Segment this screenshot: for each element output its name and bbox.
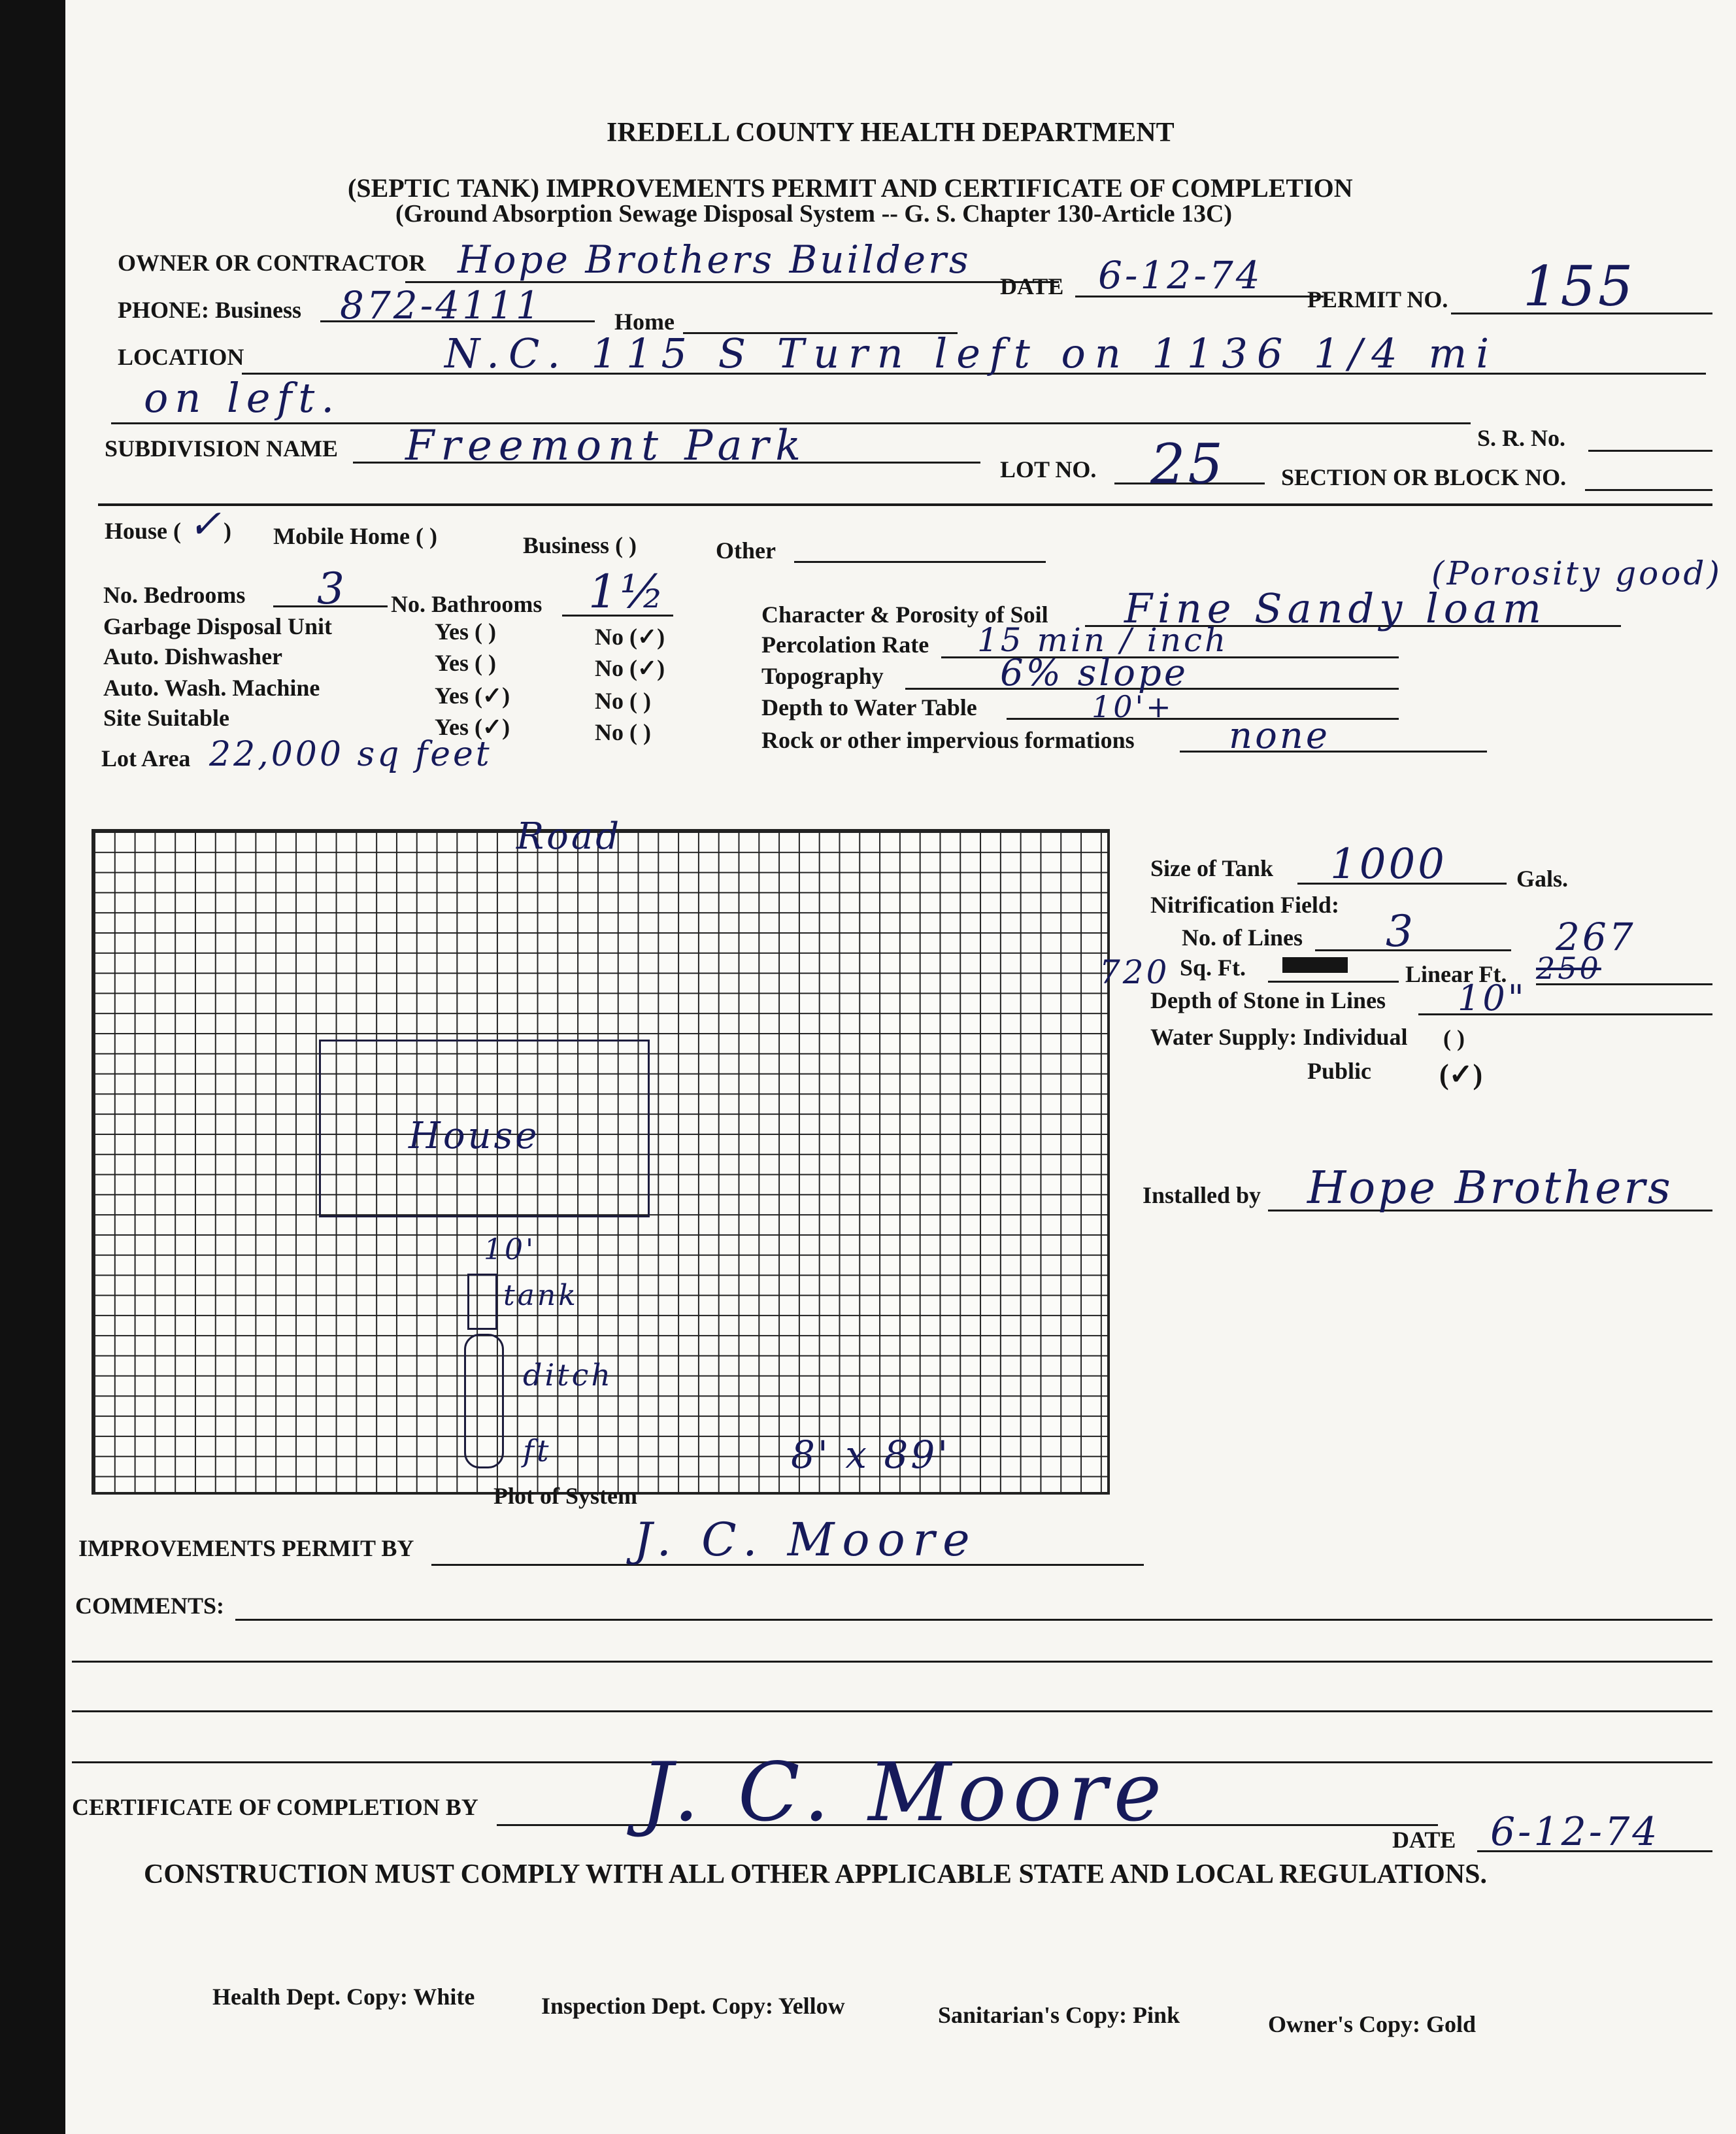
permit-value: 155: [1523, 254, 1636, 318]
permit-document: [65, 0, 1736, 2134]
home-label: Home: [614, 309, 675, 335]
perc-label: Percolation Rate: [761, 632, 929, 658]
other-label: Other: [716, 537, 776, 564]
permit-label: PERMIT NO.: [1307, 286, 1448, 313]
section-label: SECTION OR BLOCK NO.: [1281, 464, 1567, 490]
sqft-value: 720: [1099, 953, 1170, 991]
rock-label: Rock or other impervious formations: [761, 727, 1135, 753]
lot-area-label: Lot Area: [101, 745, 191, 771]
sqft-label: Sq. Ft.: [1180, 955, 1246, 981]
plot-road-label: Road: [516, 815, 622, 858]
permit-by-signature: J. C. Moore: [634, 1513, 978, 1567]
certificate-date-value: 6-12-74: [1490, 1809, 1660, 1855]
comments-line-2: [72, 1661, 1712, 1663]
gals-label: Gals.: [1516, 866, 1569, 892]
plot-tank-outline: [467, 1274, 497, 1330]
rock-value: none: [1229, 715, 1330, 757]
installed-by-value: Hope Brothers: [1307, 1162, 1673, 1214]
linear-ft-struck: 250: [1536, 951, 1601, 986]
plot-ft-label: ft: [523, 1433, 552, 1468]
house-close: ): [224, 518, 231, 544]
subdivision-label: SUBDIVISION NAME: [105, 435, 339, 462]
house-checkmark: ✓: [188, 501, 224, 547]
date-label: DATE: [1000, 273, 1064, 299]
site-suitable-label: Site Suitable: [103, 705, 230, 731]
sqft-line: [1268, 981, 1399, 983]
garbage-disposal-label: Garbage Disposal Unit: [103, 613, 333, 639]
form-title: (SEPTIC TANK) IMPROVEMENTS PERMIT AND CERTIFICATE OF COMPLETION: [348, 173, 1353, 203]
certificate-date-label: DATE: [1392, 1827, 1456, 1853]
copy-health-dept: Health Dept. Copy: White: [212, 1984, 475, 2010]
stone-depth-value: 10": [1458, 977, 1527, 1019]
water-supply-label: Water Supply: Individual: [1150, 1024, 1408, 1050]
comments-line-3: [72, 1710, 1712, 1712]
business-option: Business ( ): [523, 532, 637, 558]
sr-line: [1588, 450, 1712, 452]
rock-line: [1180, 751, 1487, 753]
other-line: [794, 561, 1046, 563]
plot-distance-label: 10': [484, 1233, 537, 1266]
certificate-label: CERTIFICATE OF COMPLETION BY: [72, 1794, 478, 1820]
perc-value: 15 min / inch: [977, 621, 1229, 659]
copy-owner: Owner's Copy: Gold: [1268, 2011, 1477, 2037]
owner-label: OWNER OR CONTRACTOR: [118, 250, 426, 276]
nitrification-label: Nitrification Field:: [1150, 892, 1339, 918]
porosity-note: (Porosity good): [1431, 554, 1722, 592]
copy-inspection-dept: Inspection Dept. Copy: Yellow: [541, 1993, 845, 2019]
topo-label: Topography: [761, 663, 884, 689]
bedrooms-value: 3: [317, 564, 347, 614]
wash-machine-yes: Yes (✓): [435, 683, 510, 709]
date-value: 6-12-74: [1098, 253, 1263, 297]
installed-by-label: Installed by: [1143, 1182, 1261, 1208]
section-line: [1585, 489, 1712, 491]
water-table-value: 10'+: [1092, 689, 1174, 724]
garbage-disposal-yes: Yes ( ): [435, 618, 496, 645]
bathrooms-value: 1½: [588, 565, 667, 618]
lines-label: No. of Lines: [1182, 924, 1303, 951]
water-public-label: Public: [1307, 1058, 1372, 1084]
copy-sanitarian: Sanitarian's Copy: Pink: [938, 2002, 1180, 2028]
location-label: LOCATION: [118, 344, 244, 370]
garbage-disposal-no: No (✓): [595, 624, 665, 650]
sqft-struck-value: [1282, 957, 1348, 973]
mobile-home-option: Mobile Home ( ): [273, 523, 437, 549]
wash-machine-label: Auto. Wash. Machine: [103, 675, 320, 701]
lines-value: 3: [1386, 906, 1416, 957]
wash-machine-no: No ( ): [595, 688, 651, 714]
phone-label: PHONE: Business: [118, 297, 302, 323]
linear-ft-label: Linear Ft.: [1405, 961, 1507, 987]
plot-dimensions: 8' x 89': [791, 1432, 951, 1477]
department-name: IREDELL COUNTY HEALTH DEPARTMENT: [607, 118, 1175, 148]
form-subtitle: (Ground Absorption Sewage Disposal System -- G. S. Chapter 130-Article 13C): [395, 200, 1233, 228]
lot-value: 25: [1150, 432, 1226, 496]
site-suitable-no: No ( ): [595, 719, 651, 745]
topo-value: 6% slope: [1000, 652, 1188, 694]
owner-value: Hope Brothers Builders: [458, 237, 971, 282]
water-table-label: Depth to Water Table: [761, 694, 977, 720]
dishwasher-no: No (✓): [595, 655, 665, 681]
sr-label: S. R. No.: [1477, 425, 1566, 451]
location-value-2: on left.: [144, 374, 341, 422]
phone-line: [320, 320, 595, 322]
phone-business: 872-4111: [340, 283, 542, 328]
water-public-mark: (✓): [1439, 1059, 1483, 1091]
linear-ft-corrected: 267: [1556, 915, 1636, 959]
plot-tank-label: tank: [503, 1279, 578, 1312]
plot-ditch-label: ditch: [523, 1357, 614, 1393]
plot-field-outline: [464, 1334, 504, 1468]
location-value-1: N.C. 115 S Turn left on 1136 1/4 mi: [444, 330, 1499, 377]
section-divider: [98, 503, 1712, 506]
tank-size-label: Size of Tank: [1150, 855, 1274, 881]
soil-value: Fine Sandy loam: [1124, 584, 1546, 632]
plot-house-label: House: [409, 1115, 540, 1157]
subdivision-value: Freemont Park: [405, 422, 807, 470]
dishwasher-label: Auto. Dishwasher: [103, 643, 283, 669]
bathrooms-label: No. Bathrooms: [391, 591, 542, 617]
bedrooms-label: No. Bedrooms: [103, 582, 246, 608]
tank-size-value: 1000: [1330, 840, 1447, 889]
water-individual-mark: ( ): [1443, 1025, 1465, 1051]
lot-label: LOT NO.: [1000, 456, 1097, 483]
certificate-signature: J. C. Moore: [641, 1746, 1169, 1840]
house-label: House (: [105, 518, 181, 544]
compliance-notice: CONSTRUCTION MUST COMPLY WITH ALL OTHER APPLICABLE STATE AND LOCAL REGULATIONS.: [144, 1859, 1487, 1889]
plot-caption: Plot of System: [493, 1483, 637, 1509]
dishwasher-yes: Yes ( ): [435, 650, 496, 676]
site-suitable-yes: Yes (✓): [435, 714, 510, 740]
comments-label: COMMENTS:: [75, 1593, 224, 1619]
water-table-line: [1007, 718, 1399, 720]
comments-line-1: [235, 1619, 1712, 1621]
soil-label: Character & Porosity of Soil: [761, 601, 1048, 628]
stone-depth-label: Depth of Stone in Lines: [1150, 987, 1386, 1013]
lot-area-value: 22,000 sq feet: [209, 735, 492, 774]
permit-by-label: IMPROVEMENTS PERMIT BY: [78, 1535, 414, 1561]
